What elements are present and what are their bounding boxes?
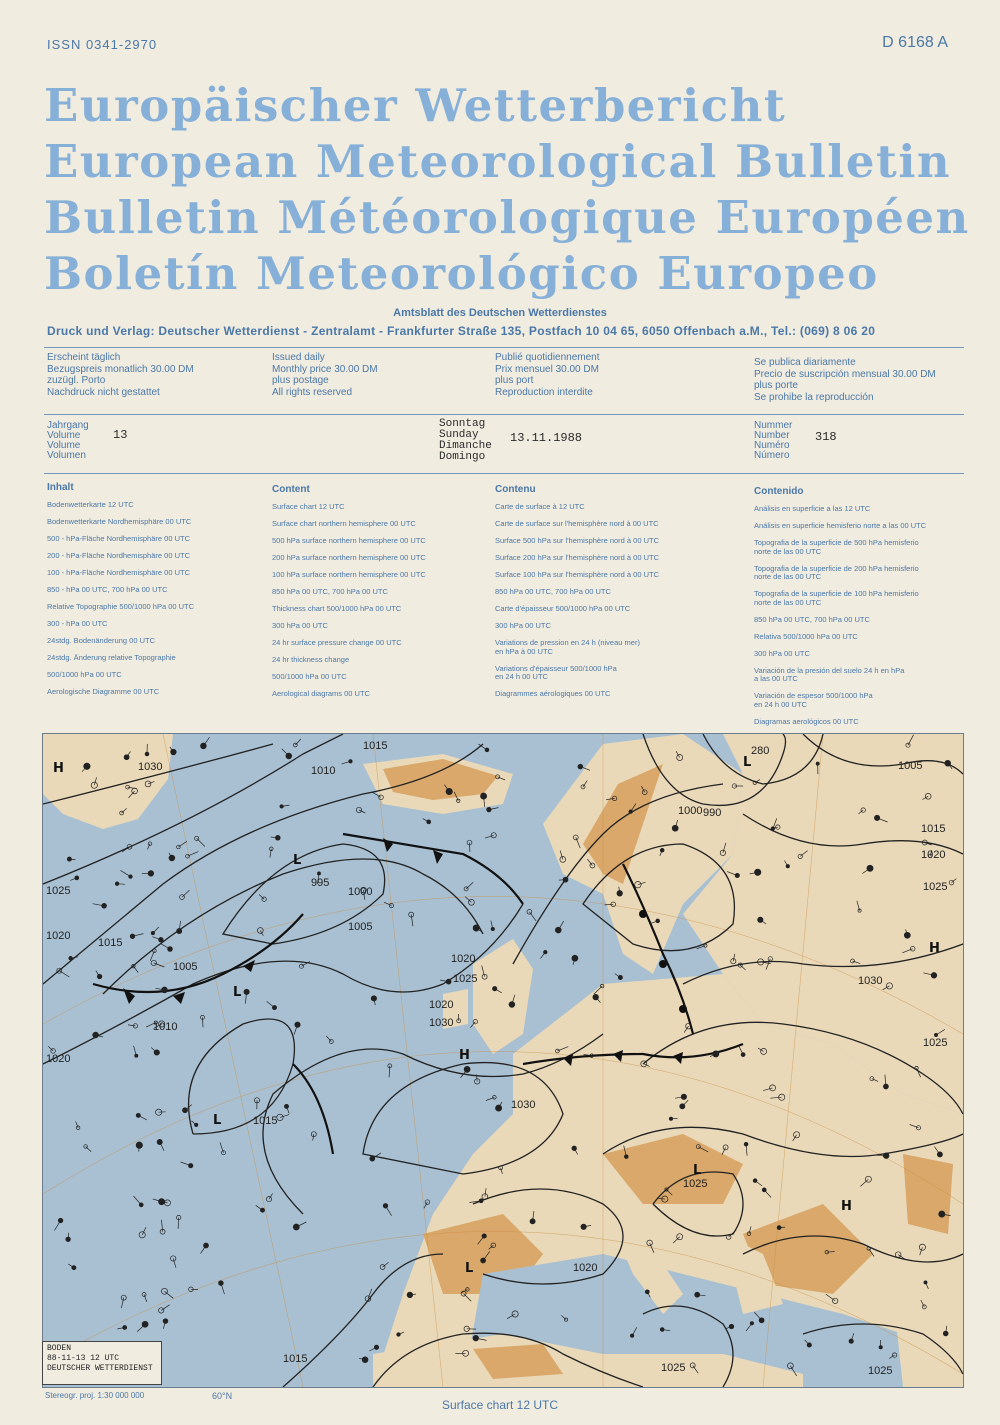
isobar-label: 1030 <box>511 1099 536 1111</box>
pub-info-fr: Publié quotidiennement Prix mensuel 30.00 DM plus port Reproduction interdite <box>495 352 600 398</box>
isobar-label: 1030 <box>138 761 163 773</box>
high-pressure-center: H <box>53 761 64 776</box>
number-labels: Nummer Number Numéro Número <box>754 420 793 461</box>
contents-item: a las 00 UTC <box>754 674 798 683</box>
low-pressure-center: L <box>693 1163 702 1178</box>
isobar-label: 1020 <box>921 849 946 861</box>
isobar-label: 1025 <box>923 881 948 893</box>
title-block <box>44 78 970 302</box>
contents-heading: Contenido <box>754 486 804 497</box>
contents-item: Relative Topographie 500/1000 hPa 00 UTC <box>47 602 195 611</box>
contents-item: Bodenwetterkarte 12 UTC <box>47 500 134 509</box>
contents-en <box>272 484 426 707</box>
contents-item: Topografia de la superficie de 200 hPa hemisferio <box>754 563 919 573</box>
isobar-label: 1025 <box>923 1037 948 1049</box>
contents-item: Surface 100 hPa sur l'hemisphère nord à 00 UTC <box>495 570 660 579</box>
chart-stamp: BODEN 88-11-13 12 UTC DEUTSCHER WETTERDIENST <box>42 1341 162 1385</box>
contents-item: Análisis en superficie a las 12 UTC <box>754 504 871 513</box>
day-labels: Sonntag Sunday Dimanche Domingo <box>439 418 492 463</box>
low-pressure-center: L <box>743 755 752 770</box>
low-pressure-center: L <box>233 985 242 1000</box>
contents-item: Aerologische Diagramme 00 UTC <box>47 687 160 696</box>
contents-item: 24stdg. Bodenänderung 00 UTC <box>47 636 155 645</box>
publication-code: D 6168 A <box>882 34 948 51</box>
pub-info-en: Issued daily Monthly price 30.00 DM plus postage All rights reserved <box>272 352 378 398</box>
contents-item: 24 hr surface pressure change 00 UTC <box>272 638 402 647</box>
contents-heading: Content <box>272 484 310 495</box>
isobar-label: 1015 <box>283 1353 308 1365</box>
isobar-label: 1020 <box>451 953 476 965</box>
contents-item: norte de las 00 UTC <box>754 546 822 556</box>
contents-item: 200 hPa surface northern hemisphere 00 UTC <box>272 553 426 562</box>
isobar-label: 1020 <box>573 1262 598 1274</box>
contents-item: 500/1000 hPa 00 UTC <box>47 670 122 679</box>
isobar-label: 1015 <box>253 1115 278 1127</box>
isobar-label: 1010 <box>311 765 336 777</box>
contents-item: 850 hPa 00 UTC, 700 hPa 00 UTC <box>272 587 388 596</box>
isobar-label: 1005 <box>173 961 198 973</box>
isobar-label: 990 <box>703 807 722 819</box>
low-pressure-center: L <box>465 1261 474 1276</box>
contents-de <box>47 482 194 705</box>
contents-item: 24 hr thickness change <box>272 655 350 664</box>
divider <box>44 414 964 415</box>
high-pressure-center: H <box>841 1199 852 1214</box>
contents-item: 300 hPa 00 UTC <box>495 621 551 630</box>
contents-item: Surface 500 hPa sur l'hemisphère nord à 00 UTC <box>495 536 660 545</box>
isobar-label: 1020 <box>46 1053 71 1065</box>
contents-item: 850 - hPa 00 UTC, 700 hPa 00 UTC <box>47 585 168 594</box>
contents-item: 200 - hPa-Fläche Nordhemisphäre 00 UTC <box>47 551 190 560</box>
divider <box>44 347 964 348</box>
contents-item: Carte d'épaisseur 500/1000 hPa 00 UTC <box>495 604 631 613</box>
issue-date: 13.11.1988 <box>510 431 583 445</box>
contents-item: Diagrammes aérologiques 00 UTC <box>495 689 611 698</box>
weather-map-graphic <box>43 734 963 1387</box>
contents-item: Variations de pression en 24 h (niveau mer) <box>495 638 640 647</box>
contents-item: norte de las 00 UTC <box>754 572 822 581</box>
isobar-label: 1025 <box>683 1178 708 1190</box>
amtsblatt: Amtsblatt des Deutschen Wetterdienstes <box>393 307 607 319</box>
volume-value: 13 <box>113 428 128 442</box>
contents-item: Thickness chart 500/1000 hPa 00 UTC <box>272 604 402 613</box>
contents-item: 500/1000 hPa 00 UTC <box>272 672 347 681</box>
contents-item: 100 hPa surface northern hemisphere 00 UTC <box>272 570 426 579</box>
isobar-label: 995 <box>311 877 330 889</box>
contents-heading: Inhalt <box>47 482 74 493</box>
contents-item: 300 - hPa 00 UTC <box>47 619 108 628</box>
contents-item: 24stdg. Änderung relative Topographie <box>47 653 176 662</box>
title-english: European Meteorological Bulletin <box>44 135 952 188</box>
title-spanish: Boletín Meteorológico Europeo <box>44 247 879 300</box>
isobar-label: 280 <box>751 745 770 757</box>
contents-item: Topografia de la superficie de 500 hPa hemisferio <box>754 538 919 547</box>
isobar-label: 1030 <box>429 1017 454 1029</box>
isobar-label: 1015 <box>921 823 946 835</box>
isobar-label: 1025 <box>868 1365 893 1377</box>
contents-item: 300 hPa 00 UTC <box>754 648 810 658</box>
isobar-label: 1000 <box>678 805 703 817</box>
contents-item: Bodenwetterkarte Nordhemisphäre 00 UTC <box>47 517 192 526</box>
contents-item: Topografia de la superficie de 100 hPa hemisferio <box>754 589 919 598</box>
contents-item: Aerological diagrams 00 UTC <box>272 689 370 698</box>
low-pressure-center: L <box>213 1113 222 1128</box>
isobar-label: 1005 <box>348 921 373 933</box>
title-german: Europäischer Wetterbericht <box>44 79 787 132</box>
volume-labels: Jahrgang Volume Volume Volumen <box>47 420 89 461</box>
contents-item: 500 - hPa-Fläche Nordhemisphäre 00 UTC <box>47 534 190 543</box>
contents-item: Relativa 500/1000 hPa 00 UTC <box>754 631 858 641</box>
isobar-label: 1015 <box>98 937 123 949</box>
isobar-label: 1025 <box>46 885 71 897</box>
high-pressure-center: H <box>459 1048 470 1063</box>
low-pressure-center: L <box>293 853 302 868</box>
contents-item: Carte de surface à 12 UTC <box>495 502 585 511</box>
contents-item: Variations d'épaisseur 500/1000 hPa <box>495 663 617 673</box>
contents-fr <box>495 484 659 707</box>
contents-item: 300 hPa 00 UTC <box>272 621 328 630</box>
divider <box>44 473 964 474</box>
issn: ISSN 0341-2970 <box>47 37 158 52</box>
contents-item: Análisis en superficie hemisferio norte a las 00 UTC <box>754 521 927 530</box>
surface-chart-map <box>42 733 964 1388</box>
high-pressure-center: H <box>929 941 940 956</box>
contents-item: Variación de la presión del suelo 24 h en hPa <box>754 665 905 675</box>
isobar-label: 1010 <box>153 1021 178 1033</box>
number-value: 318 <box>815 430 837 444</box>
contents-item: Carte de surface sur l'hemisphère nord à 00 UTC <box>495 519 659 528</box>
title-french: Bulletin Météorologique Européen <box>44 191 970 244</box>
latitude-note: 60°N <box>212 1391 233 1401</box>
contents-item: 500 hPa surface northern hemisphere 00 UTC <box>272 536 426 545</box>
contents-item: Surface chart northern hemisphere 00 UTC <box>272 519 416 528</box>
contents-item: en hPa à 00 UTC <box>495 646 553 656</box>
contents-item: Surface chart 12 UTC <box>272 502 345 511</box>
isobar-label: 1000 <box>348 886 373 898</box>
isobar-label: 1025 <box>453 973 478 985</box>
isobar-label: 1030 <box>858 975 883 987</box>
pub-info-de: Erscheint täglich Bezugspreis monatlich 30.00 DM zuzügl. Porto Nachdruck nicht gestattet <box>47 352 194 398</box>
pub-info-es: Se publica diariamente Precio de suscripción mensual 30.00 DM plus porte Se prohibe la reproducción <box>754 357 936 403</box>
contents-item: 100 - hPa-Fläche Nordhemisphäre 00 UTC <box>47 568 190 577</box>
contents-item: Diagramas aerológicos 00 UTC <box>754 716 859 726</box>
isobar-label: 1005 <box>898 760 923 772</box>
contents-es <box>754 486 926 735</box>
contents-item: en 24 h 00 UTC <box>495 672 548 681</box>
isobar-label: 1020 <box>46 930 71 942</box>
contents-item: Surface 200 hPa sur l'hemisphère nord à 00 UTC <box>495 553 660 562</box>
contents-item: en 24 h 00 UTC <box>754 699 807 709</box>
contents-item: 850 hPa 00 UTC, 700 hPa 00 UTC <box>495 587 611 596</box>
projection-note: Stereogr. proj. 1:30 000 000 <box>45 1391 145 1400</box>
isobar-label: 1015 <box>363 740 388 752</box>
contents-item: norte de las 00 UTC <box>754 597 822 607</box>
isobar-label: 1025 <box>661 1362 686 1374</box>
publisher-line: Druck und Verlag: Deutscher Wetterdienst - Zentralamt - Frankfurter Straße 135, Postfach 10 04 65, 6050 Offenbach a.M., Tel.: (069) 8 06 20 <box>47 324 876 338</box>
contents-heading: Contenu <box>495 484 536 495</box>
contents-item: 850 hPa 00 UTC, 700 hPa 00 UTC <box>754 614 870 624</box>
chart-caption: Surface chart 12 UTC <box>441 1398 559 1412</box>
contents-item: Variación de espesor 500/1000 hPa <box>754 691 873 700</box>
isobar-label: 1020 <box>429 999 454 1011</box>
